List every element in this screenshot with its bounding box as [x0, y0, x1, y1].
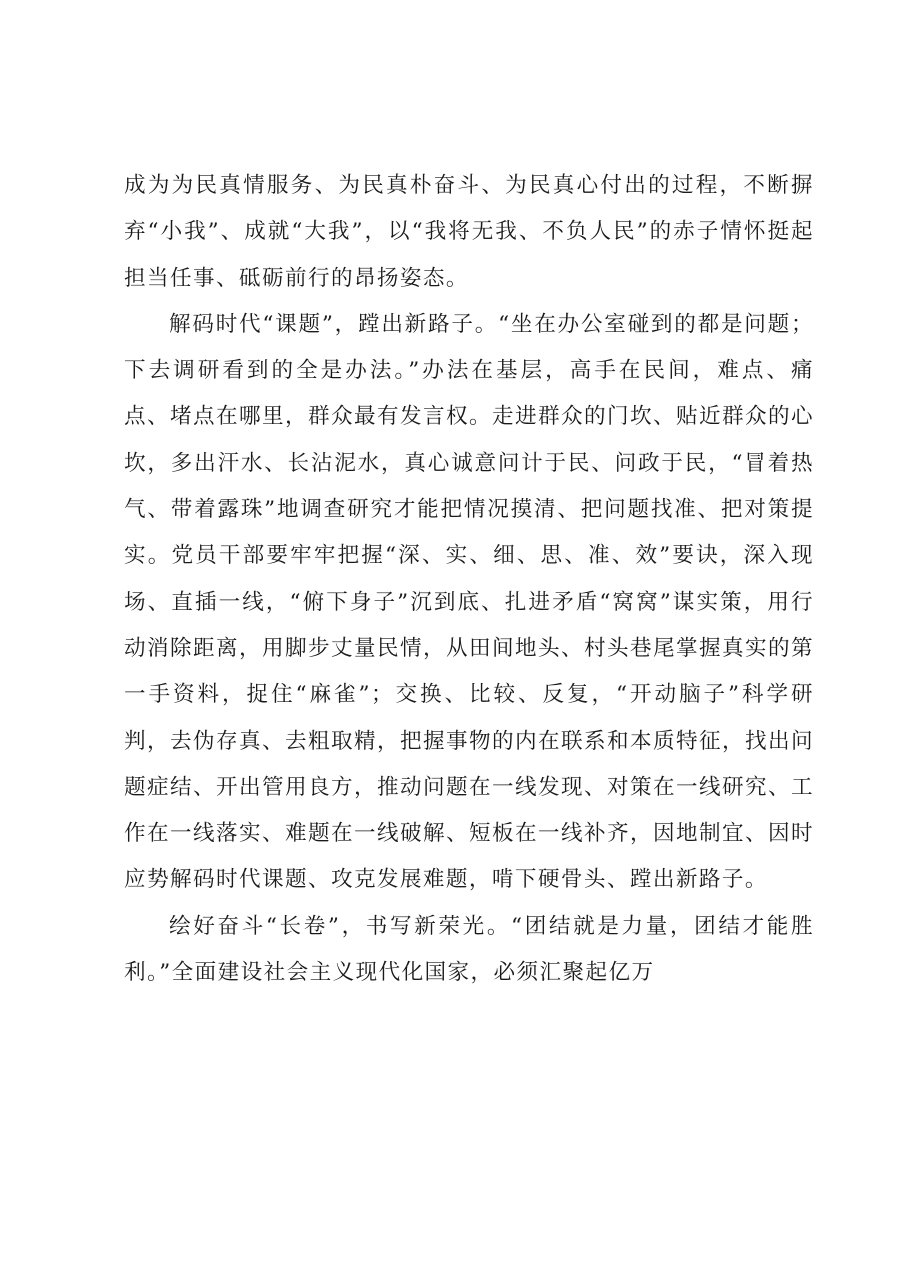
paragraph-2: 解码时代“课题”，蹚出新路子。“坐在办公室碰到的都是问题；下去调研看到的全是办法。”办法在基层，高手在民间，难点、痛点、堵点在哪里，群众最有发言权。走进群众的门坎、贴近群众的心坎，多出汗水、长沾泥水，真心诚意问计于民、问政于民，“冒着热气、带着露珠”地调查研究才能把情况摸清、把问题找准、把对策提实。党员干部要牢牢把握“深、实、细、思、准、效”要诀，深入现场、直插一线，“俯下身子”沉到底、扎进矛盾“窝窝”谋实策，用行动消除距离，用脚步丈量民情，从田间地头、村头巷尾掌握真实的第一手资料，捉住“麻雀”；交换、比较、反复，“开动脑子”科学研判，去伪存真、去粗取精，把握事物的内在联系和本质特征，找出问题症结、开出管用良方，推动问题在一线发现、对策在一线研究、工作在一线落实、难题在一线破解、短板在一线补齐，因地制宜、因时应势解码时代课题、攻克发展难题，啃下硬骨头、蹚出新路子。 — [124, 311, 814, 893]
paragraph-3: 绘好奋斗“长卷”，书写新荣光。“团结就是力量，团结才能胜利。”全面建设社会主义现代化国家，必须汇聚起亿万 — [124, 913, 814, 986]
document-body — [124, 163, 814, 996]
paragraph-1: 成为为民真情服务、为民真朴奋斗、为民真心付出的过程，不断摒弃“小我”、成就“大我”，以“我将无我、不负人民”的赤子情怀挺起担当任事、砥砺前行的昂扬姿态。 — [124, 173, 814, 291]
